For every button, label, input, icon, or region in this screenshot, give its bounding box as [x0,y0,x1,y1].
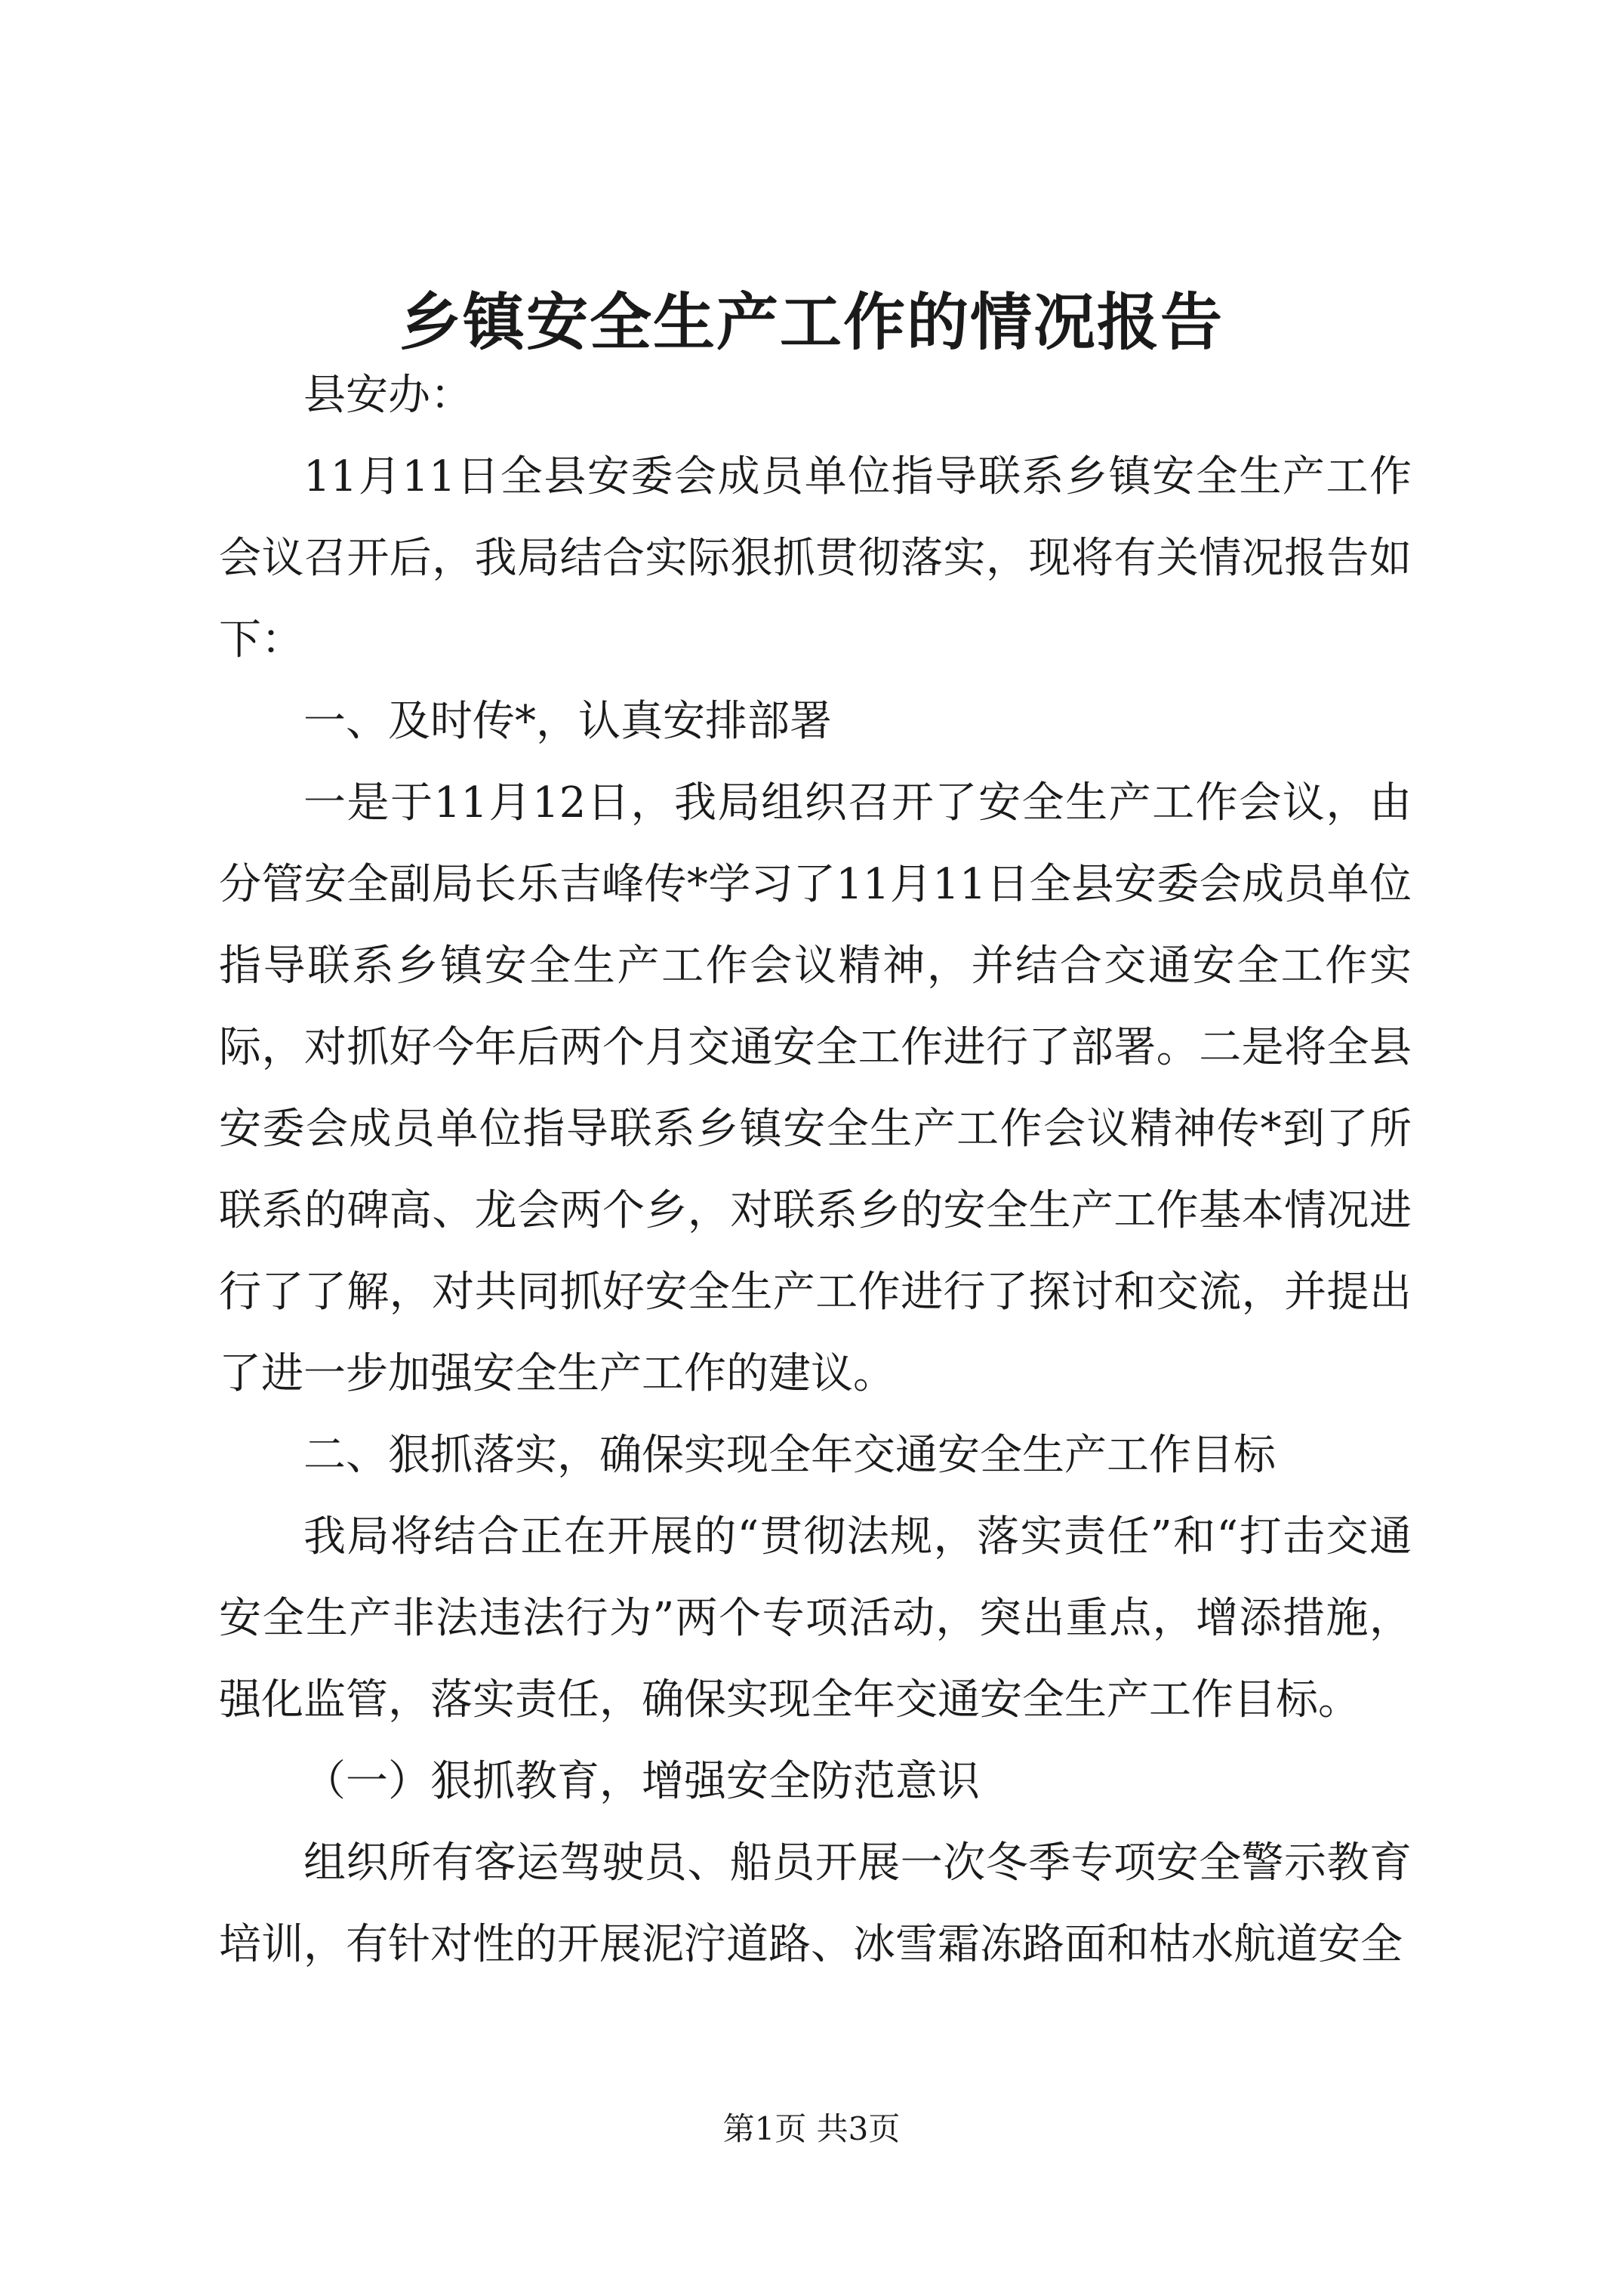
subsection-heading-1: （一）狠抓教育，增强安全防范意识 [303,1757,980,1806]
document-body [219,355,1412,1986]
section-heading-2: 二、狠抓落实，确保实现全年交通安全生产工作目标 [303,1431,1276,1480]
salutation: 县安办： [303,371,473,420]
paragraph-section-2: 我局将结合正在开展的“贯彻法规，落实责任”和“打击交通安全生产非法违法行为”两个专项活动，突出重点，增添措施，强化监管，落实责任，确保实现全年交通安全生产工作目标。 [219,1512,1412,1724]
paragraph-subsection-1: 组织所有客运驾驶员、船员开展一次冬季专项安全警示教育培训，有针对性的开展泥泞道路、冰雪霜冻路面和枯水航道安全 [219,1838,1412,1969]
document-title: 乡镇安全生产工作的情况报告 [399,286,1224,359]
paragraph-section-1: 一是于11月12日，我局组织召开了安全生产工作会议，由分管安全副局长乐吉峰传*学习了11月11日全县安委会成员单位指导联系乡镇安全生产工作会议精神，并结合交通安全工作实际，对抓好今年后两个月交通安全工作进行了部署。二是将全县安委会成员单位指导联系乡镇安全生产工作会议精神传*到了所联系的碑高、龙会两个乡，对联系乡的安全生产工作基本情况进行了了解，对共同抓好安全生产工作进行了探讨和交流，并提出了进一步加强安全生产工作的建议。 [219,778,1412,1398]
section-heading-1: 一、及时传*，认真安排部署 [303,697,832,746]
page-footer: 第1页 共3页 [722,2110,901,2147]
paragraph-intro: 11月11日全县安委会成员单位指导联系乡镇安全生产工作会议召开后，我局结合实际狠抓贯彻落实，现将有关情况报告如下： [219,452,1412,664]
